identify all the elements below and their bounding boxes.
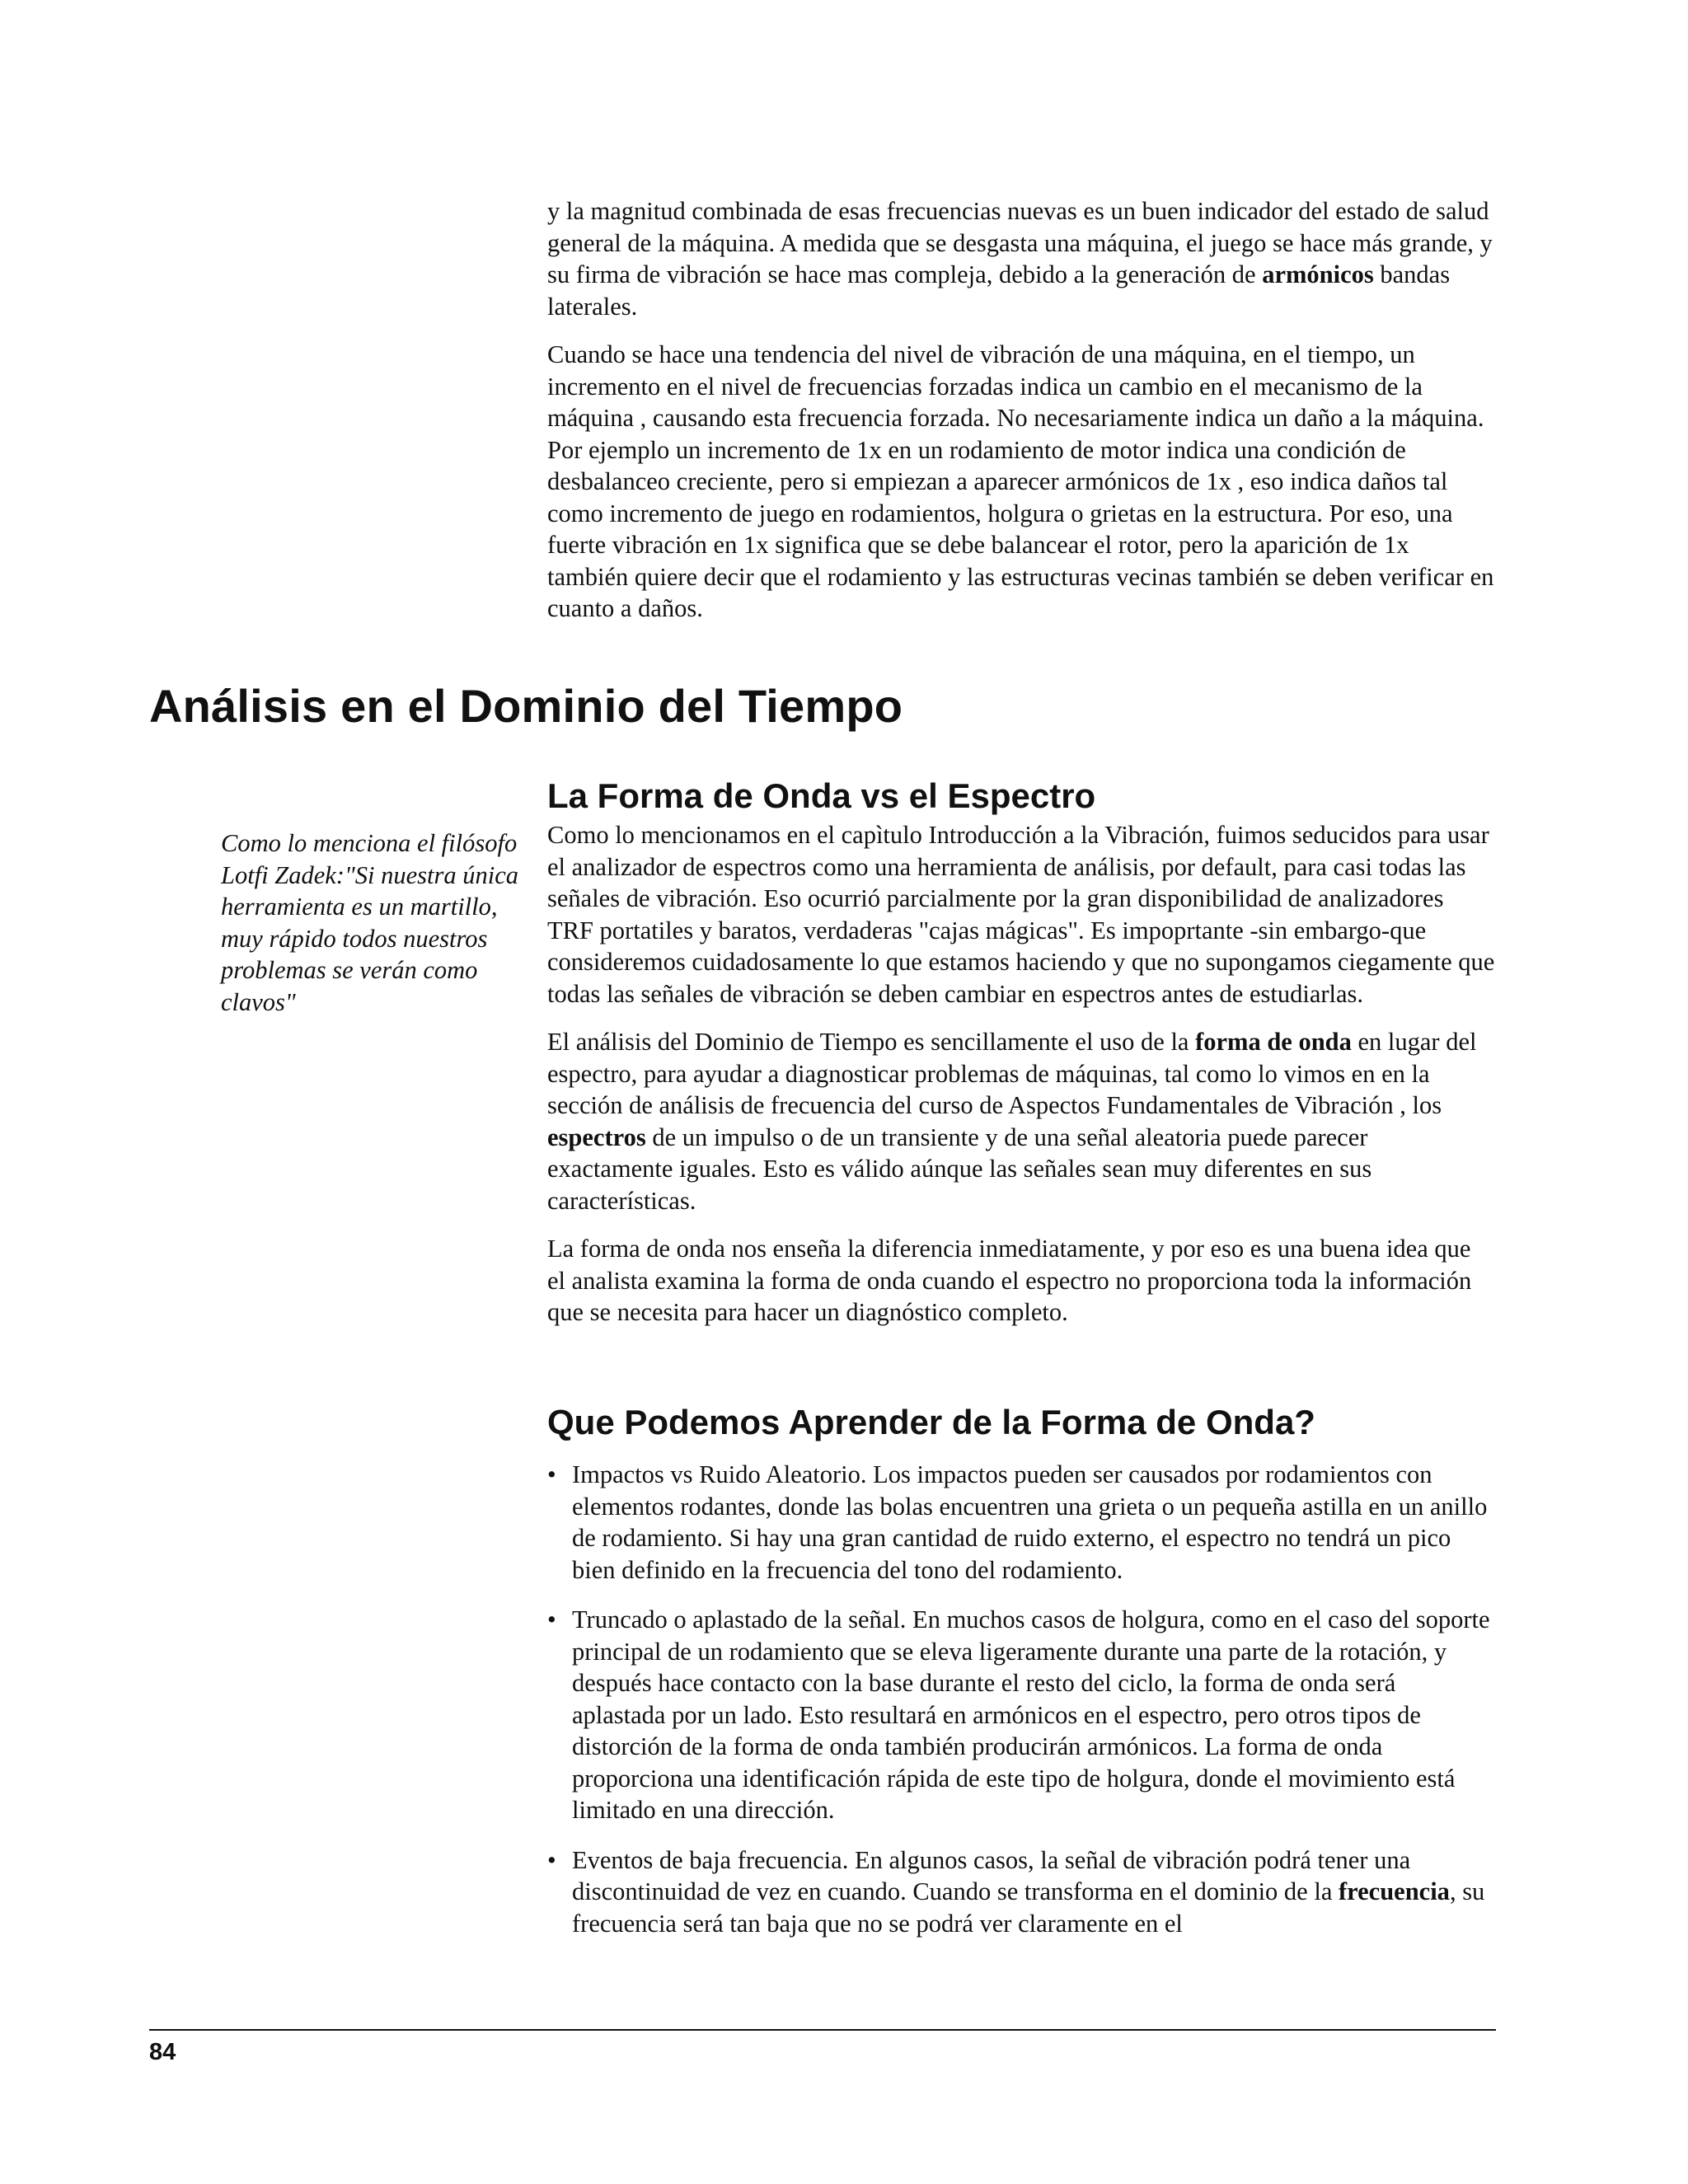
list-item: • Eventos de baja frecuencia. En algunos casos, la señal de vibración podrá tener una discontinuidad de vez en cuando. Cuando se transforma en el dominio de la frecuencia, su frecuencia será tan baja que no se podrá ver claramente en el (547, 1845, 1485, 1938)
subsection1-paragraph-1: Como lo mencionamos en el capìtulo Introducción a la Vibración, fuimos seducidos para usar el analizador de espectros como una herramienta de análisis, por default, para casi todas las señales de vibración. Eso ocurrió parcialmente por la gran disponibilidad de analizadores TRF portatiles y baratos, verdaderas "cajas mágicas". Es impoprtante -sin embargo-que consideremos cuidadosamente lo que estamos haciendo y que no supongamos ciegamente que todas las señales de vibración se deben cambiar en espectros antes de estudiarlas. (547, 821, 1495, 1008)
bullet-icon: • (547, 1460, 556, 1488)
subsection-title-forma-de-onda: La Forma de Onda vs el Espectro (547, 776, 1096, 815)
bold-term-espectros: espectros (547, 1122, 646, 1151)
bullet-list (547, 1459, 1495, 1939)
intro-paragraph-1: y la magnitud combinada de esas frecuencias nuevas es un buen indicador del estado de salud general de la máquina. A medida que se desgasta una máquina, el juego se hace más grande, y su firma de vibración se hace mas compleja, debido a la generación de armónicos bandas laterales. (547, 197, 1493, 321)
list-item: • Impactos vs Ruido Aleatorio. Los impactos pueden ser causados por rodamientos con elementos rodantes, donde las bolas encuentren una grieta o un pequeña astilla en un anillo de rodamiento. Si hay una gran cantidad de ruido externo, el espectro no tendrá un pico bien definido en la frecuencia del tono del rodamiento. (547, 1460, 1488, 1584)
subsection-forma-de-onda (547, 775, 1495, 1345)
subsection1-paragraph-3: La forma de onda nos enseña la diferencia inmediatamente, y por eso es una buena idea que el analista examina la forma de onda cuando el espectro no proporciona toda la información que se necesita para hacer un diagnóstico completo. (547, 1235, 1472, 1326)
intro-text-block (547, 195, 1495, 641)
footer-divider (149, 2029, 1496, 2031)
bold-term-forma-de-onda: forma de onda (1195, 1028, 1352, 1056)
bold-term-armonicos: armónicos (1262, 260, 1374, 288)
intro-paragraph-2: Cuando se hace una tendencia del nivel de vibración de una máquina, en el tiempo, un incremento en el nivel de frecuencias forzadas indica un cambio en el mecanismo de la máquina , causando esta frecuencia forzada. No necesariamente indica un daño a la máquina. Por ejemplo un incremento de 1x en un rodamiento de motor indica una condición de desbalanceo creciente, pero si empiezan a aparecer armónicos de 1x , eso indica daños tal como incremento de juego en rodamientos, holgura o grietas en la estructura. Por eso, una fuerte vibración en 1x significa que se debe balancear el rotor, pero la aparición de 1x también quiere decir que el rodamiento y las estructuras vecinas también se deben verificar en cuanto a daños. (547, 340, 1494, 622)
section-title: Análisis en el Dominio del Tiempo (149, 680, 903, 732)
bold-term-frecuencia: frecuencia (1338, 1877, 1450, 1905)
sidebar-quote: Como lo menciona el filósofo Lotfi Zadek:"Si nuestra única herramienta es un martillo, muy rápido todos nuestros problemas se verán como clavos" (221, 829, 518, 1016)
bullet-icon: • (547, 1845, 556, 1874)
subsection1-paragraph-2: El análisis del Dominio de Tiempo es sencillamente el uso de la forma de onda en lugar del espectro, para ayudar a diagnosticar problemas de máquinas, tal como lo vimos en en la sección de análisis de frecuencia del curso de Aspectos Fundamentales de Vibración , los espectros de un impulso o de un transiente y de una señal aleatoria puede parecer exactamente iguales. Esto es válido aúnque las señales sean muy diferentes en sus características. (547, 1028, 1477, 1215)
bullet-icon: • (547, 1605, 556, 1633)
list-item: • Truncado o aplastado de la señal. En muchos casos de holgura, como en el caso del soporte principal de un rodamiento que se eleva ligeramente durante una parte de la rotación, y después hace contacto con la base durante el resto del ciclo, la forma de onda será aplastada por un lado. Esto resultará en armónicos en el espectro, pero otros tipos de distorción de la forma de onda también producirán armónicos. La forma de onda proporciona una identificación rápida de este tipo de holgura, donde el movimiento está limitado en una dirección. (547, 1605, 1490, 1824)
subsection-que-podemos-aprender (547, 1401, 1495, 1957)
page-number: 84 (149, 2039, 176, 2065)
subsection-title-que-podemos-aprender: Que Podemos Aprender de la Forma de Onda? (547, 1403, 1315, 1441)
